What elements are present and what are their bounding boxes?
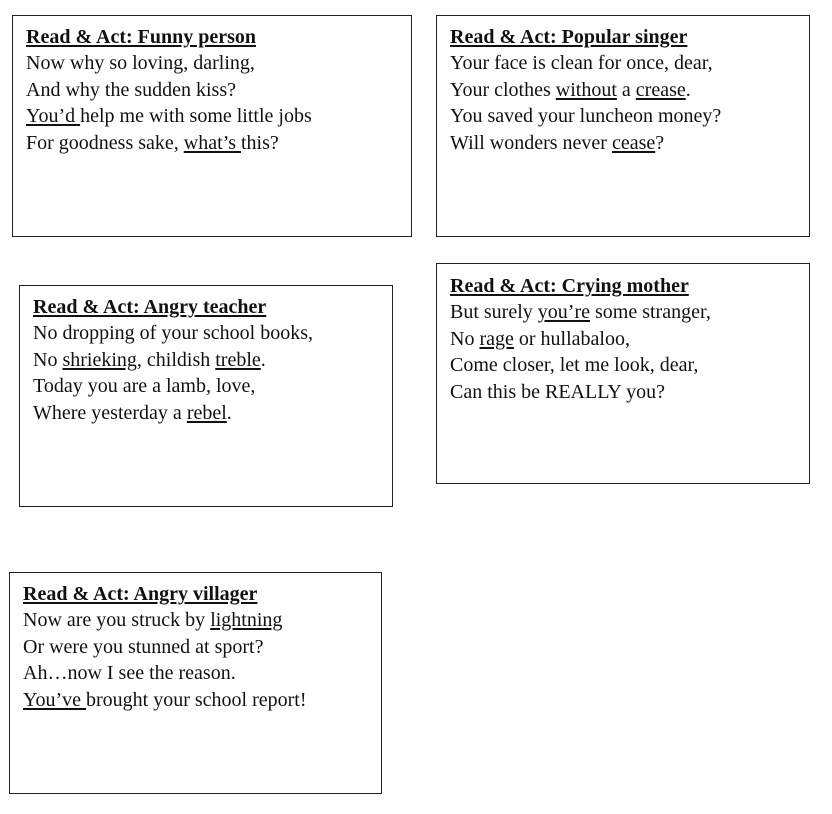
verse-line	[23, 660, 368, 687]
underlined-word: rage	[479, 327, 514, 350]
card-angry-villager	[9, 572, 382, 794]
verse-text: brought your school report!	[85, 688, 307, 711]
card-crying-mother	[436, 263, 810, 484]
verse-line	[33, 320, 379, 347]
underlined-word: crease	[635, 78, 686, 101]
underlined-word: lightning	[210, 609, 283, 631]
verse-line	[450, 50, 796, 77]
verse-text: a	[616, 78, 636, 101]
verse-text: some stranger,	[589, 301, 711, 323]
verse-line	[23, 607, 368, 634]
verse-text: But surely	[450, 301, 538, 323]
verse-text: And why the sudden kiss?	[26, 78, 236, 101]
verse-line	[23, 634, 368, 661]
verse-line	[450, 77, 796, 104]
verse-text: Now why so loving, darling,	[26, 52, 255, 74]
verse-line	[26, 77, 398, 104]
verse-line	[33, 347, 379, 374]
verse-text: Your face is clean for once, dear,	[450, 52, 713, 74]
verse-line	[450, 130, 796, 157]
verse-text: this?	[240, 131, 279, 154]
verse-text: .	[260, 348, 266, 371]
verse-text: .	[226, 401, 232, 424]
verse-text: .	[685, 78, 691, 101]
verse-text: Ah…now I see the reason.	[23, 662, 236, 684]
verse-text: No	[33, 348, 63, 371]
verse-line	[450, 299, 796, 326]
card-title: Read & Act: Funny person	[26, 26, 257, 48]
verse-line	[450, 326, 796, 353]
verse-line	[450, 352, 796, 379]
verse-text: , childish	[136, 348, 216, 371]
verse-text: Or were you stunned at sport?	[23, 635, 264, 658]
verse-text: ?	[655, 131, 665, 154]
verse-text: You saved your luncheon money?	[450, 105, 722, 127]
card-title: Read & Act: Angry villager	[23, 583, 258, 605]
verse-line	[33, 373, 379, 400]
card-angry-teacher	[19, 285, 393, 507]
card-funny-person	[12, 15, 412, 237]
card-popular-singer	[436, 15, 810, 237]
verse-text: No dropping of your school books,	[33, 322, 313, 344]
verse-text: Come closer, let me look, dear,	[450, 354, 699, 376]
verse-line	[450, 379, 796, 406]
underlined-word: what’s	[183, 131, 241, 154]
verse-text: Your clothes	[450, 78, 556, 101]
verse-line	[450, 103, 796, 130]
verse-text: or hullabaloo,	[513, 327, 630, 350]
card-title: Read & Act: Angry teacher	[33, 296, 267, 318]
verse-text: Today you are a lamb, love,	[33, 375, 256, 397]
card-title: Read & Act: Crying mother	[450, 275, 689, 297]
verse-text: Can this be REALLY you?	[450, 380, 665, 403]
underlined-word: rebel	[186, 401, 227, 424]
underlined-word: without	[555, 78, 617, 101]
verse-line	[26, 50, 398, 77]
underlined-word: cease	[611, 131, 656, 154]
verse-line	[26, 103, 398, 130]
card-title: Read & Act: Popular singer	[450, 26, 688, 48]
underlined-word: You’d	[26, 105, 81, 127]
verse-text: No	[450, 327, 480, 350]
underlined-word: you’re	[537, 301, 590, 323]
verse-text: Will wonders never	[450, 131, 612, 154]
verse-text: Where yesterday a	[33, 401, 187, 424]
verse-line	[23, 687, 368, 714]
verse-line	[33, 400, 379, 427]
verse-text: For goodness sake,	[26, 131, 184, 154]
verse-line	[26, 130, 398, 157]
underlined-word: shrieking	[62, 348, 137, 371]
underlined-word: You’ve	[23, 688, 86, 711]
verse-text: help me with some little jobs	[80, 105, 312, 127]
verse-text: Now are you struck by	[23, 609, 211, 631]
underlined-word: treble	[215, 348, 261, 371]
